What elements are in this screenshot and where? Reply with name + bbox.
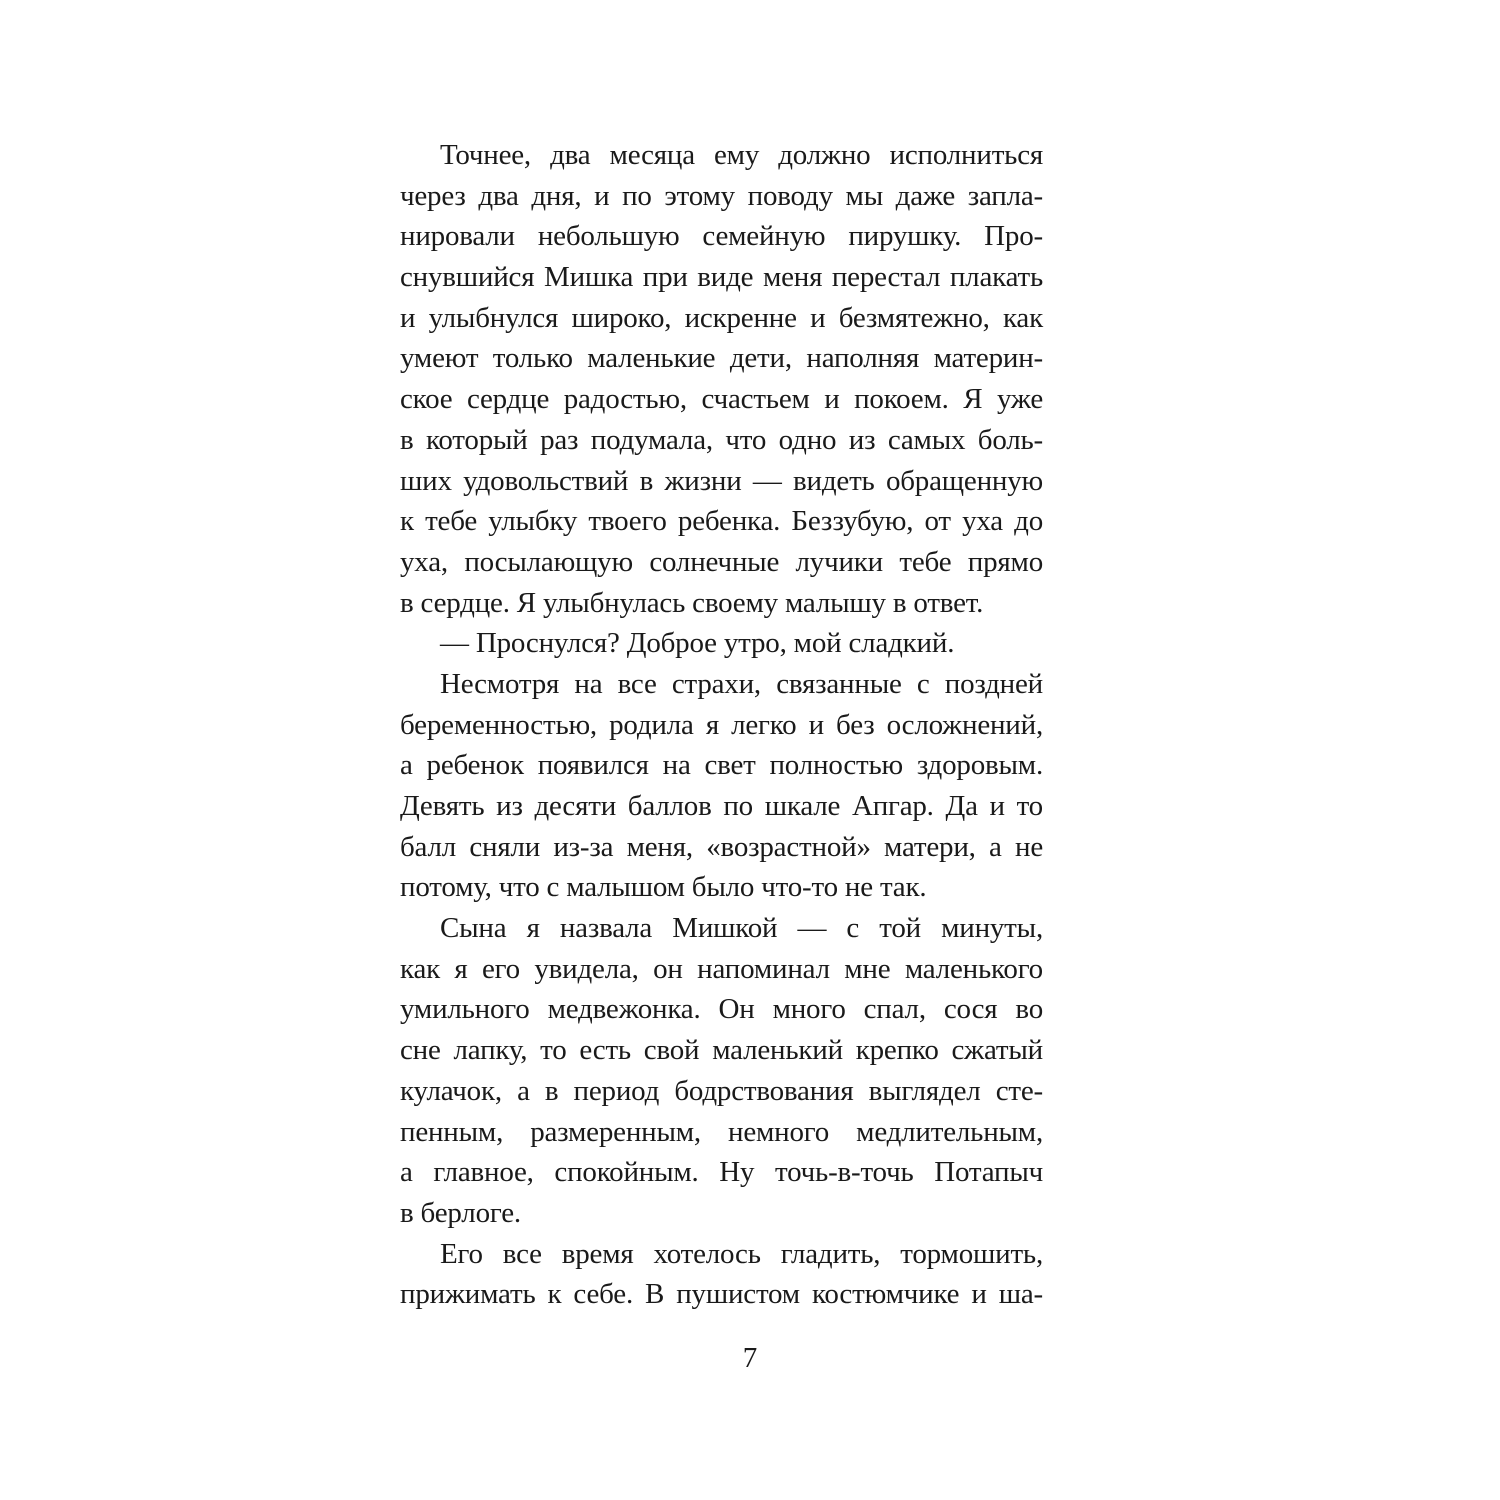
text-line: нировали небольшую семейную пирушку. Про- xyxy=(400,220,1043,253)
page-number: 7 xyxy=(742,1342,758,1374)
text-line: в который раз подумала, что одно из самых боль- xyxy=(400,423,1043,456)
text-line: как я его увидела, он напоминал мне маленького xyxy=(400,952,1043,985)
text-line: умильного медвежонка. Он много спал, сося во xyxy=(400,993,1043,1026)
text-line: ское сердце радостью, счастьем и покоем. Я уже xyxy=(400,383,1043,416)
text-line: Девять из десяти баллов по шкале Апгар. Да и то xyxy=(400,790,1043,822)
text-line: пенным, размеренным, немного медлительным, xyxy=(400,1115,1043,1148)
text-line: через два дня, и по этому поводу мы даже запла- xyxy=(400,179,1043,212)
text-line: а главное, спокойным. Ну точь-в-точь Потапыч xyxy=(400,1156,1043,1189)
dialogue-line: — Проснулся? Доброе утро, мой сладкий. xyxy=(440,627,955,660)
text-line: сне лапку, то есть свой маленький крепко сжатый xyxy=(400,1034,1043,1067)
text-line: беременностью, родила я легко и без осложнений, xyxy=(400,708,1043,741)
text-line: потому, что с малышом было что-то не так. xyxy=(400,871,927,904)
text-line: к тебе улыбку твоего ребенка. Беззубую, от уха до xyxy=(400,505,1043,538)
text-line: Сына я назвала Мишкой — с той минуты, xyxy=(440,912,1043,945)
text-line: балл сняли из-за меня, «возрастной» матери, а не xyxy=(400,830,1043,863)
text-line: Его все время хотелось гладить, тормошить, xyxy=(440,1237,1043,1270)
text-line: а ребенок появился на свет полностью здоровым. xyxy=(400,749,1043,782)
text-line: прижимать к себе. В пушистом костюмчике и ша- xyxy=(400,1278,1043,1311)
text-line: в берлоге. xyxy=(400,1196,521,1229)
text-line: снувшийся Мишка при виде меня перестал плакать xyxy=(400,261,1043,294)
text-line: и улыбнулся широко, искренне и безмятежно, как xyxy=(400,301,1043,334)
text-line: в сердце. Я улыбнулась своему малышу в ответ. xyxy=(400,586,984,619)
text-line: кулачок, а в период бодрствования выглядел сте- xyxy=(400,1074,1043,1107)
text-line: уха, посылающую солнечные лучики тебе прямо xyxy=(400,545,1043,578)
text-line: ших удовольствий в жизни — видеть обращенную xyxy=(400,464,1043,497)
text-line: умеют только маленькие дети, наполняя материн- xyxy=(400,342,1043,375)
page-body xyxy=(400,135,1043,1315)
text-line: Несмотря на все страхи, связанные с поздней xyxy=(440,667,1043,700)
text-line: Точнее, два месяца ему должно исполниться xyxy=(440,139,1043,171)
